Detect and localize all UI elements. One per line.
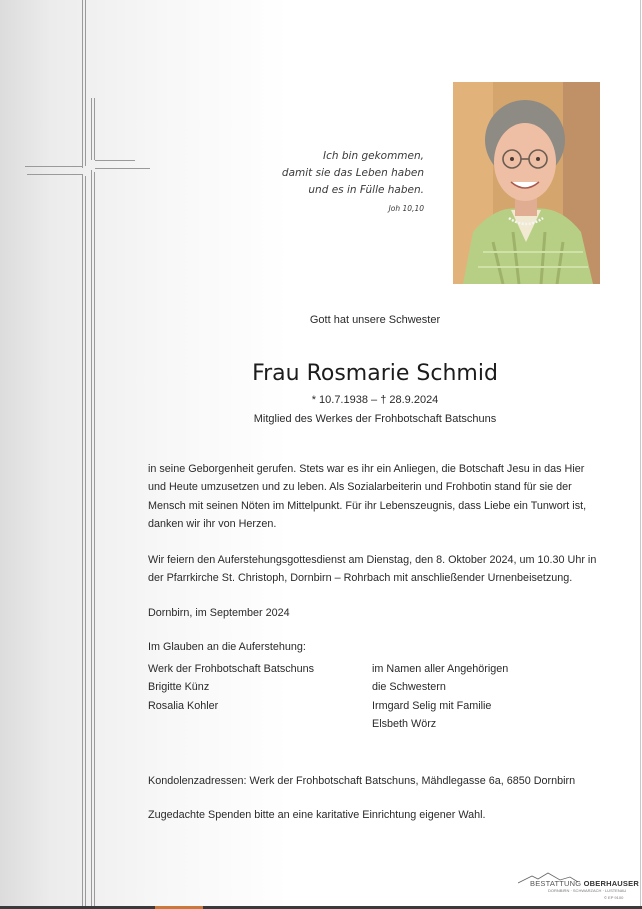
- quote-line-3: und es in Fülle haben.: [308, 184, 424, 196]
- signatory: Werk der Frohbotschaft Batschuns: [148, 663, 315, 675]
- donation-note: Zugedachte Spenden bitte an eine karitative Einrichtung eigener Wahl.: [148, 809, 486, 821]
- biography-paragraph: in seine Geborgenheit gerufen. Stets war es ihr ein Anliegen, die Botschaft Jesu in das Hier und Heute umzusetzen und zu leben. Als Sozialarbeiterin und Frohbotin stand für sie der Mensch mit seinen Nöten im Mittelpunkt. Für ihr Lebenszeugnis, dass Liebe ein Tunwort ist, danken wir ihr von Herzen.: [148, 463, 587, 530]
- logo-subtitle: DORNBIRN · SCHWARZACH · LUSTENAU: [548, 888, 627, 893]
- bible-quote: [270, 148, 424, 217]
- logo-prefix: BESTATTUNG: [530, 879, 582, 888]
- page-edge: [640, 0, 641, 909]
- deceased-name: Frau Rosmarie Schmid: [252, 361, 498, 386]
- faith-line: Im Glauben an die Auferstehung:: [148, 641, 306, 653]
- signatory: Elsbeth Wörz: [372, 717, 437, 730]
- life-dates: * 10.7.1938 – † 28.9.2024: [311, 394, 439, 406]
- signatory: Brigitte Künz: [148, 681, 210, 694]
- funeral-home-logo: [518, 872, 639, 902]
- signatory: Rosalia Kohler: [148, 699, 219, 712]
- quote-line-1: Ich bin gekommen,: [323, 150, 424, 162]
- place-date: Dornbirn, im September 2024: [148, 607, 290, 619]
- portrait-photo: [453, 82, 600, 284]
- logo-brand: OBERHAUSER: [583, 879, 639, 888]
- condolence-address: Kondolenzadressen: Werk der Frohbotschaft Batschuns, Mähdlegasse 6a, 6850 Dornbirn: [148, 775, 576, 787]
- logo-code: © EP 9100: [604, 895, 624, 900]
- quote-reference: Joh 10,10: [388, 204, 424, 213]
- signatory: Irmgard Selig mit Familie: [372, 699, 492, 712]
- signatories-right: [372, 660, 508, 733]
- intro-line: Gott hat unsere Schwester: [309, 314, 441, 326]
- signatories-left: [148, 660, 314, 715]
- quote-line-2: damit sie das Leben haben: [281, 167, 424, 179]
- signatory: die Schwestern: [372, 681, 446, 694]
- membership-line: Mitglied des Werkes der Frohbotschaft Batschuns: [253, 413, 497, 425]
- service-paragraph: Wir feiern den Auferstehungsgottesdienst am Dienstag, den 8. Oktober 2024, um 10.30 Uhr in der Pfarrkirche St. Christoph, Dornbirn – Rohrbach mit anschließender Urnenbeisetzung.: [148, 554, 597, 585]
- signatory: im Namen aller Angehörigen: [372, 663, 509, 675]
